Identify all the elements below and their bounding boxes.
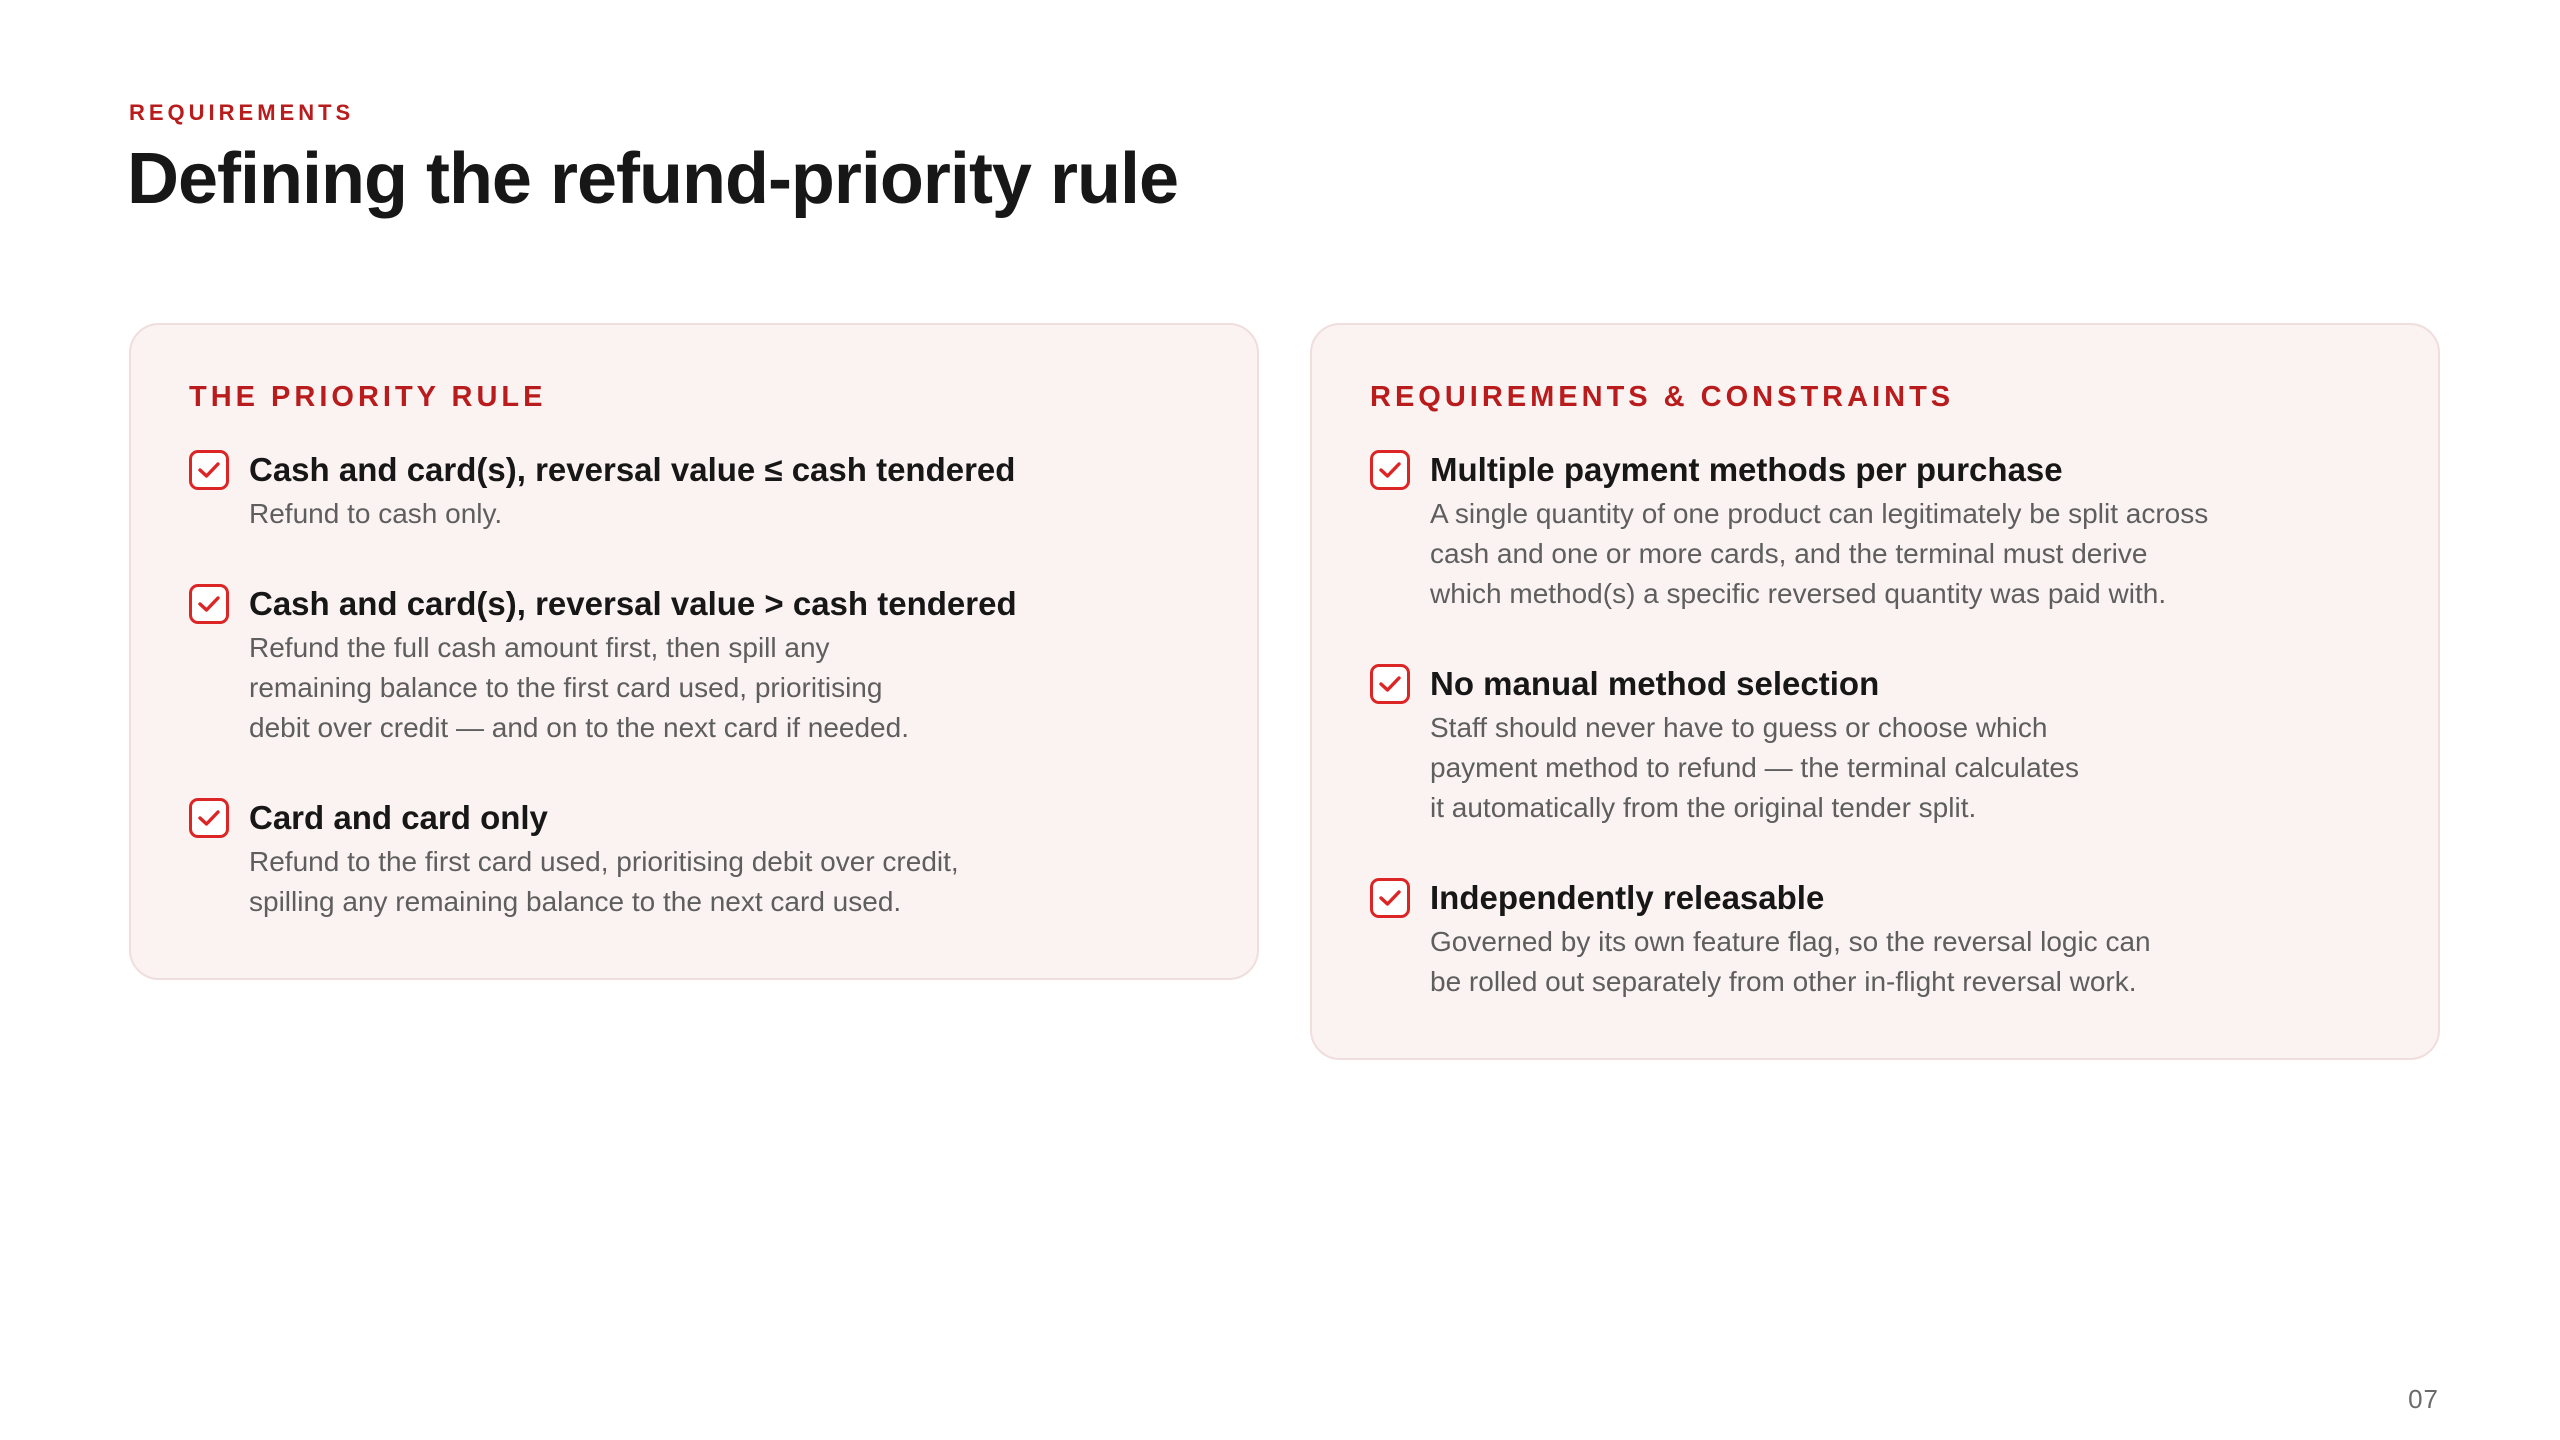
requirements-heading: REQUIREMENTS & CONSTRAINTS [1370,381,1955,413]
requirements-card [1310,323,2440,1060]
checkbox-check-icon [189,450,229,490]
requirement-item-description: Governed by its own feature flag, so the reversal logic can be rolled out separately from other in-flight reversal work. [1430,926,2151,997]
priority-rule-card [129,323,1259,980]
checkbox-check-icon [189,584,229,624]
requirement-item-title: No manual method selection [1430,665,1880,702]
requirement-item-description: A single quantity of one product can legitimately be split across cash and one or more cards, and the terminal must derive which method(s) a specific reversed quantity was paid with. [1430,498,2209,609]
priority-rule-item-title: Cash and card(s), reversal value ≤ cash tendered [249,451,1016,488]
checkbox-check-icon [189,798,229,838]
priority-rule-heading: THE PRIORITY RULE [189,381,547,413]
priority-rule-item-title: Cash and card(s), reversal value > cash tendered [249,585,1017,622]
requirement-item-title: Multiple payment methods per purchase [1430,451,2063,488]
priority-rule-item-description: Refund to cash only. [249,498,503,529]
page-number: 07 [2408,1384,2439,1414]
eyebrow-label: REQUIREMENTS [129,100,355,125]
requirement-item [1370,662,2380,828]
requirement-item-description: Staff should never have to guess or choose which payment method to refund — the terminal calculates it automatically from the original tender split. [1430,712,2080,823]
requirement-item [1370,448,2380,614]
priority-rule-item-title: Card and card only [249,799,548,836]
priority-rule-item [189,448,1199,534]
requirement-item [1370,876,2380,1002]
checkbox-check-icon [1370,450,1410,490]
checkbox-check-icon [1370,664,1410,704]
priority-rule-item [189,582,1199,748]
priority-rule-item-description: Refund the full cash amount first, then spill any remaining balance to the first card used, prioritising debit over credit — and on to the next card if needed. [249,632,909,743]
priority-rule-item [189,796,1199,922]
requirement-item-title: Independently releasable [1430,879,1825,916]
priority-rule-item-description: Refund to the first card used, prioritising debit over credit, spilling any remaining balance to the next card used. [249,846,959,917]
checkbox-check-icon [1370,878,1410,918]
page-title: Defining the refund-priority rule [127,139,1179,219]
